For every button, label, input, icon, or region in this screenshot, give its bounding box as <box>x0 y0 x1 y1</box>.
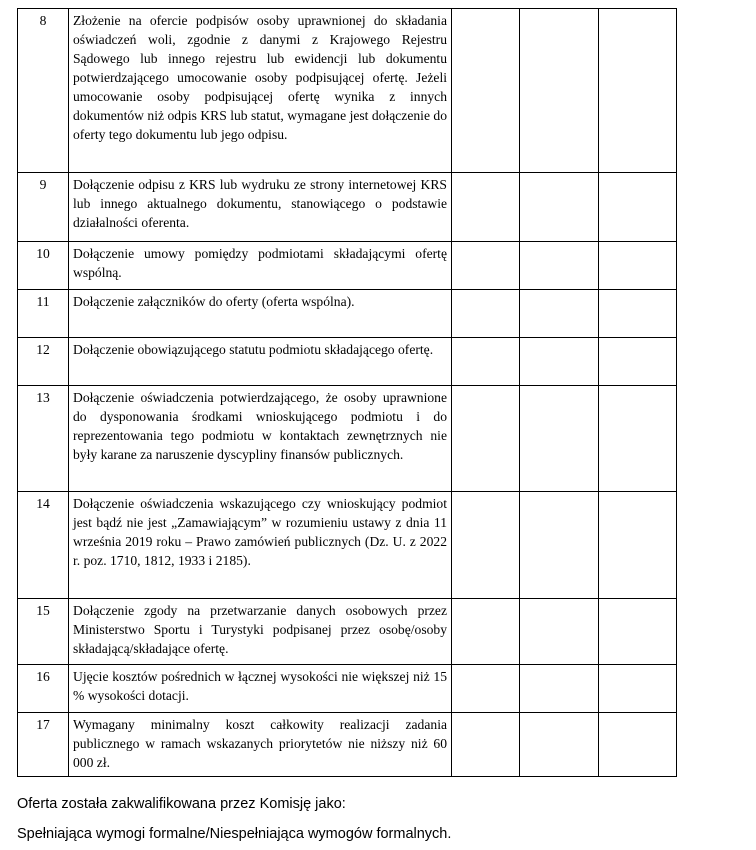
check-cell-1[interactable] <box>452 713 520 777</box>
check-cell-3[interactable] <box>599 338 677 386</box>
table-row <box>18 599 677 665</box>
check-cell-3[interactable] <box>599 173 677 242</box>
table-row <box>18 290 677 338</box>
requirement-text: Wymagany minimalny koszt całkowity realizacji zadania publicznego w ramach wskazanych priorytetów nie niższy niż 60 000 zł. <box>69 713 452 777</box>
check-cell-1[interactable] <box>452 665 520 713</box>
check-cell-3[interactable] <box>599 386 677 492</box>
check-cell-3[interactable] <box>599 242 677 290</box>
table-row <box>18 338 677 386</box>
check-cell-1[interactable] <box>452 599 520 665</box>
check-cell-3[interactable] <box>599 492 677 599</box>
check-cell-1[interactable] <box>452 242 520 290</box>
check-cell-1[interactable] <box>452 386 520 492</box>
check-cell-2[interactable] <box>520 665 599 713</box>
requirement-text: Złożenie na ofercie podpisów osoby uprawnionej do składania oświadczeń woli, zgodnie z danymi z Krajowego Rejestru Sądowego lub innego rejestru lub ewidencji lub dokumentu potwierdzającego umocowanie osoby podpisującej ofertę. Jeżeli umocowanie osoby podpisującej ofertę wynika z innych dokumentów niż odpis KRS lub statut, wymagane jest dołączenie do oferty tego dokumentu lub jego odpisu. <box>69 9 452 173</box>
row-number: 11 <box>18 290 69 338</box>
table-row <box>18 713 677 777</box>
table-row <box>18 173 677 242</box>
requirement-text: Dołączenie oświadczenia wskazującego czy wnioskujący podmiot jest bądź nie jest „Zamawiającym” w rozumieniu ustawy z dnia 11 września 2019 roku – Prawo zamówień publicznych (Dz. U. z 2022 r. poz. 1710, 1812, 1933 i 2185). <box>69 492 452 599</box>
table-row <box>18 242 677 290</box>
requirement-text: Dołączenie zgody na przetwarzanie danych osobowych przez Ministerstwo Sportu i Turystyki podpisanej przez osobę/osoby składającą/składające ofertę. <box>69 599 452 665</box>
check-cell-2[interactable] <box>520 599 599 665</box>
qualification-result: Spełniająca wymogi formalne/Niespełniająca wymogów formalnych. <box>17 826 452 842</box>
row-number: 9 <box>18 173 69 242</box>
row-number: 16 <box>18 665 69 713</box>
check-cell-1[interactable] <box>452 290 520 338</box>
requirement-text: Dołączenie umowy pomiędzy podmiotami składającymi ofertę wspólną. <box>69 242 452 290</box>
row-number: 10 <box>18 242 69 290</box>
requirement-text: Dołączenie załączników do oferty (oferta wspólna). <box>69 290 452 338</box>
check-cell-1[interactable] <box>452 492 520 599</box>
check-cell-3[interactable] <box>599 290 677 338</box>
check-cell-2[interactable] <box>520 242 599 290</box>
check-cell-2[interactable] <box>520 386 599 492</box>
row-number: 13 <box>18 386 69 492</box>
check-cell-2[interactable] <box>520 713 599 777</box>
check-cell-3[interactable] <box>599 665 677 713</box>
requirement-text: Dołączenie oświadczenia potwierdzającego, że osoby uprawnione do dysponowania środkami wnioskującego podmiotu i do reprezentowania tego podmiotu w kontaktach zewnętrznych nie były karane za naruszenie dyscypliny finansów publicznych. <box>69 386 452 492</box>
table-row <box>18 665 677 713</box>
check-cell-1[interactable] <box>452 173 520 242</box>
row-number: 17 <box>18 713 69 777</box>
check-cell-2[interactable] <box>520 173 599 242</box>
row-number: 8 <box>18 9 69 173</box>
qualification-statement: Oferta została zakwalifikowana przez Komisję jako: <box>17 796 346 812</box>
row-number: 12 <box>18 338 69 386</box>
check-cell-2[interactable] <box>520 492 599 599</box>
row-number: 15 <box>18 599 69 665</box>
check-cell-1[interactable] <box>452 338 520 386</box>
table-row <box>18 9 677 173</box>
check-cell-2[interactable] <box>520 9 599 173</box>
check-cell-2[interactable] <box>520 338 599 386</box>
check-cell-3[interactable] <box>599 599 677 665</box>
row-number: 14 <box>18 492 69 599</box>
formal-requirements-table <box>17 8 677 777</box>
requirement-text: Ujęcie kosztów pośrednich w łącznej wysokości nie większej niż 15 % wysokości dotacji. <box>69 665 452 713</box>
table-row <box>18 386 677 492</box>
check-cell-1[interactable] <box>452 9 520 173</box>
check-cell-3[interactable] <box>599 9 677 173</box>
requirement-text: Dołączenie obowiązującego statutu podmiotu składającego ofertę. <box>69 338 452 386</box>
table-row <box>18 492 677 599</box>
check-cell-3[interactable] <box>599 713 677 777</box>
check-cell-2[interactable] <box>520 290 599 338</box>
requirement-text: Dołączenie odpisu z KRS lub wydruku ze strony internetowej KRS lub innego aktualnego dokumentu, stanowiącego o podstawie działalności oferenta. <box>69 173 452 242</box>
